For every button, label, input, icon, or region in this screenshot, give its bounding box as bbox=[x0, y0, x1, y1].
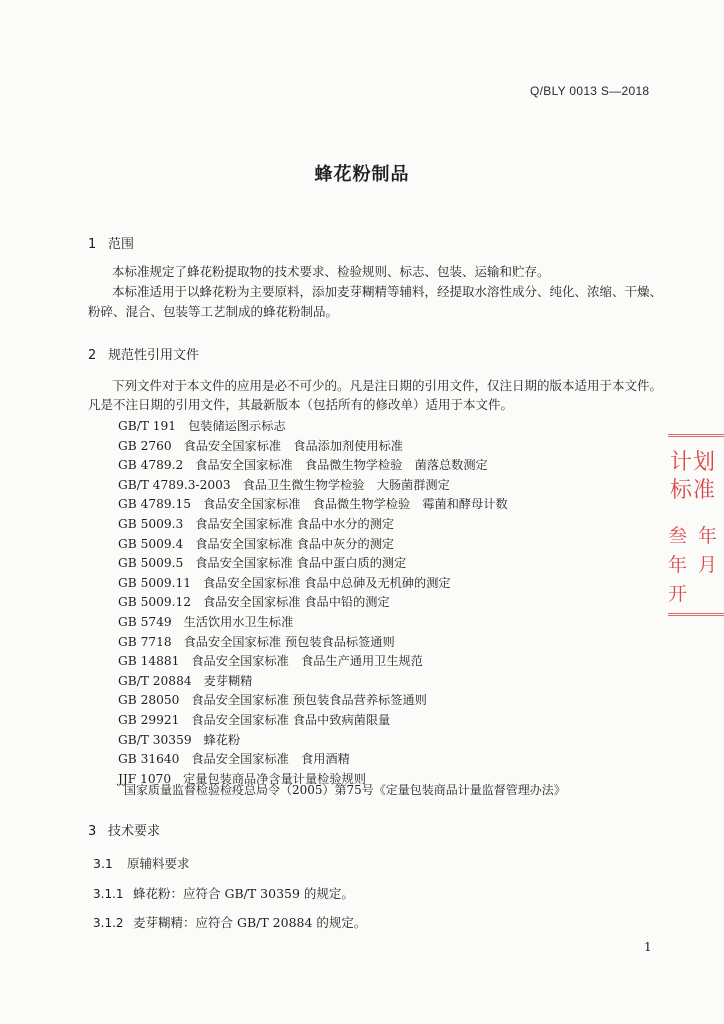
reference-code: GB 14881 bbox=[118, 654, 180, 669]
reference-title: 食品卫生微生物学检验 大肠菌群测定 bbox=[242, 477, 450, 492]
subsection-number: 3.1 bbox=[93, 856, 113, 871]
reference-code: GB 5009.11 bbox=[118, 575, 191, 590]
section-2-heading bbox=[88, 344, 199, 363]
stamp-text: 计划 bbox=[670, 450, 717, 475]
section-number: 1 bbox=[88, 237, 97, 252]
reference-code: JJF 1070 bbox=[118, 771, 172, 786]
stamp-text: 年 bbox=[698, 525, 718, 547]
standard-code: Q/BLY 0013 S—2018 bbox=[530, 84, 650, 98]
reference-item bbox=[118, 535, 394, 552]
section-title: 规范性引用文件 bbox=[108, 348, 200, 363]
decree-reference: 国家质量监督检验检疫总局令（2005）第75号《定量包装商品计量监督管理办法》 bbox=[124, 783, 566, 797]
reference-title: 生活饮用水卫生标准 bbox=[183, 615, 294, 629]
reference-code: GB 4789.15 bbox=[118, 497, 191, 512]
page-title: 蜂花粉制品 bbox=[314, 164, 410, 185]
section-title: 范围 bbox=[108, 237, 135, 252]
reference-title: 包装储运图示标志 bbox=[188, 419, 286, 433]
reference-title: 食品安全国家标准 食品生产通用卫生规范 bbox=[191, 654, 423, 669]
reference-code: GB/T 4789.3-2003 bbox=[118, 477, 231, 492]
normative-paragraph-line-1: 下列文件对于本文件的应用是必不可少的。凡是注日期的引用文件，仅注日期的版本适用于本文件。 bbox=[112, 378, 663, 393]
reference-code: GB 7718 bbox=[118, 634, 172, 649]
page-number: 1 bbox=[644, 940, 652, 954]
reference-code: GB/T 30359 bbox=[118, 732, 192, 747]
section-number: 2 bbox=[88, 348, 97, 363]
reference-code: GB 28050 bbox=[118, 693, 180, 708]
stamp-text: 标准 bbox=[670, 478, 717, 503]
section-3-heading bbox=[88, 820, 160, 839]
stamp-text: 叁 bbox=[668, 525, 688, 547]
reference-item bbox=[118, 672, 252, 689]
reference-title: 食品安全国家标准 食品中总砷及无机砷的测定 bbox=[202, 575, 451, 590]
reference-code: GB 5009.4 bbox=[118, 536, 184, 551]
reference-title: 麦芽糊精 bbox=[203, 673, 253, 688]
subsection-3-1-heading bbox=[93, 854, 190, 872]
reference-item bbox=[118, 731, 240, 748]
reference-item bbox=[118, 495, 508, 512]
reference-title: 食品安全国家标准 食品微生物学检验 霉菌和酵母计数 bbox=[202, 497, 508, 512]
clause-number: 3.1.2 bbox=[93, 916, 124, 930]
scope-paragraph-2-line-1: 本标准适用于以蜂花粉为主要原料，添加麦芽糊精等辅料，经提取水溶性成分、纯化、浓缩、干燥、 bbox=[112, 284, 663, 299]
reference-title: 食品安全国家标准 食品中致病菌限量 bbox=[191, 713, 391, 727]
reference-code: GB 2760 bbox=[118, 438, 172, 453]
reference-code: GB/T 191 bbox=[118, 419, 177, 433]
reference-title: 食品安全国家标准 食品微生物学检验 菌落总数测定 bbox=[195, 458, 488, 473]
reference-item bbox=[118, 633, 395, 650]
reference-item bbox=[118, 691, 427, 708]
reference-code: GB 29921 bbox=[118, 713, 180, 727]
reference-title: 食品安全国家标准 食用酒精 bbox=[191, 752, 350, 767]
clause-3-1-2 bbox=[93, 913, 366, 931]
reference-code: GB/T 20884 bbox=[118, 673, 192, 688]
red-stamp bbox=[668, 434, 724, 616]
reference-title: 食品安全国家标准 预包装食品标签通则 bbox=[183, 634, 395, 649]
reference-item bbox=[118, 750, 350, 767]
normative-paragraph-line-2: 凡是不注日期的引用文件，其最新版本（包括所有的修改单）适用于本文件。 bbox=[88, 397, 514, 412]
reference-title: 食品安全国家标准 食品中灰分的测定 bbox=[195, 536, 395, 551]
reference-item bbox=[118, 652, 423, 669]
subsection-title: 原辅料要求 bbox=[127, 856, 190, 871]
reference-code: GB 31640 bbox=[118, 752, 180, 767]
scope-paragraph-2-line-2: 粉碎、混合、包装等工艺制成的蜂花粉制品。 bbox=[88, 304, 339, 319]
section-title: 技术要求 bbox=[108, 824, 161, 839]
reference-title: 定量包装商品净含量计量检验规则 bbox=[183, 771, 366, 786]
clause-text: 麦芽糊精：应符合 GB/T 20884 的规定。 bbox=[133, 915, 367, 930]
reference-title: 食品安全国家标准 食品中铅的测定 bbox=[202, 595, 390, 610]
stamp-text: 年 bbox=[668, 554, 688, 576]
reference-title: 食品安全国家标准 食品中水分的测定 bbox=[195, 517, 395, 531]
reference-code: GB 4789.2 bbox=[118, 458, 184, 473]
reference-title: 食品安全国家标准 食品中蛋白质的测定 bbox=[195, 556, 407, 571]
reference-item bbox=[118, 554, 406, 571]
reference-item bbox=[118, 417, 286, 434]
reference-title: 食品安全国家标准 食品添加剂使用标准 bbox=[183, 438, 403, 453]
reference-item bbox=[118, 613, 293, 630]
reference-code: GB 5009.5 bbox=[118, 556, 184, 571]
section-1-heading bbox=[88, 233, 134, 252]
reference-item bbox=[118, 476, 450, 493]
reference-title: 蜂花粉 bbox=[203, 732, 241, 747]
section-number: 3 bbox=[88, 824, 97, 839]
reference-item bbox=[118, 711, 390, 728]
clause-text: 蜂花粉：应符合 GB/T 30359 的规定。 bbox=[133, 886, 354, 901]
reference-code: GB 5749 bbox=[118, 615, 172, 629]
reference-code: GB 5009.3 bbox=[118, 517, 184, 531]
clause-3-1-1 bbox=[93, 884, 354, 902]
clause-number: 3.1.1 bbox=[93, 887, 124, 901]
reference-title: 食品安全国家标准 预包装食品营养标签通则 bbox=[191, 693, 427, 708]
stamp-text: 开 bbox=[668, 583, 688, 605]
scope-paragraph-1: 本标准规定了蜂花粉提取物的技术要求、检验规则、标志、包装、运输和贮存。 bbox=[112, 264, 550, 279]
reference-item bbox=[118, 437, 403, 454]
reference-code: GB 5009.12 bbox=[118, 595, 191, 610]
reference-item bbox=[118, 574, 451, 591]
reference-item bbox=[118, 515, 394, 532]
reference-item bbox=[118, 593, 390, 610]
stamp-text: 月 bbox=[698, 554, 718, 576]
reference-item bbox=[118, 456, 488, 473]
